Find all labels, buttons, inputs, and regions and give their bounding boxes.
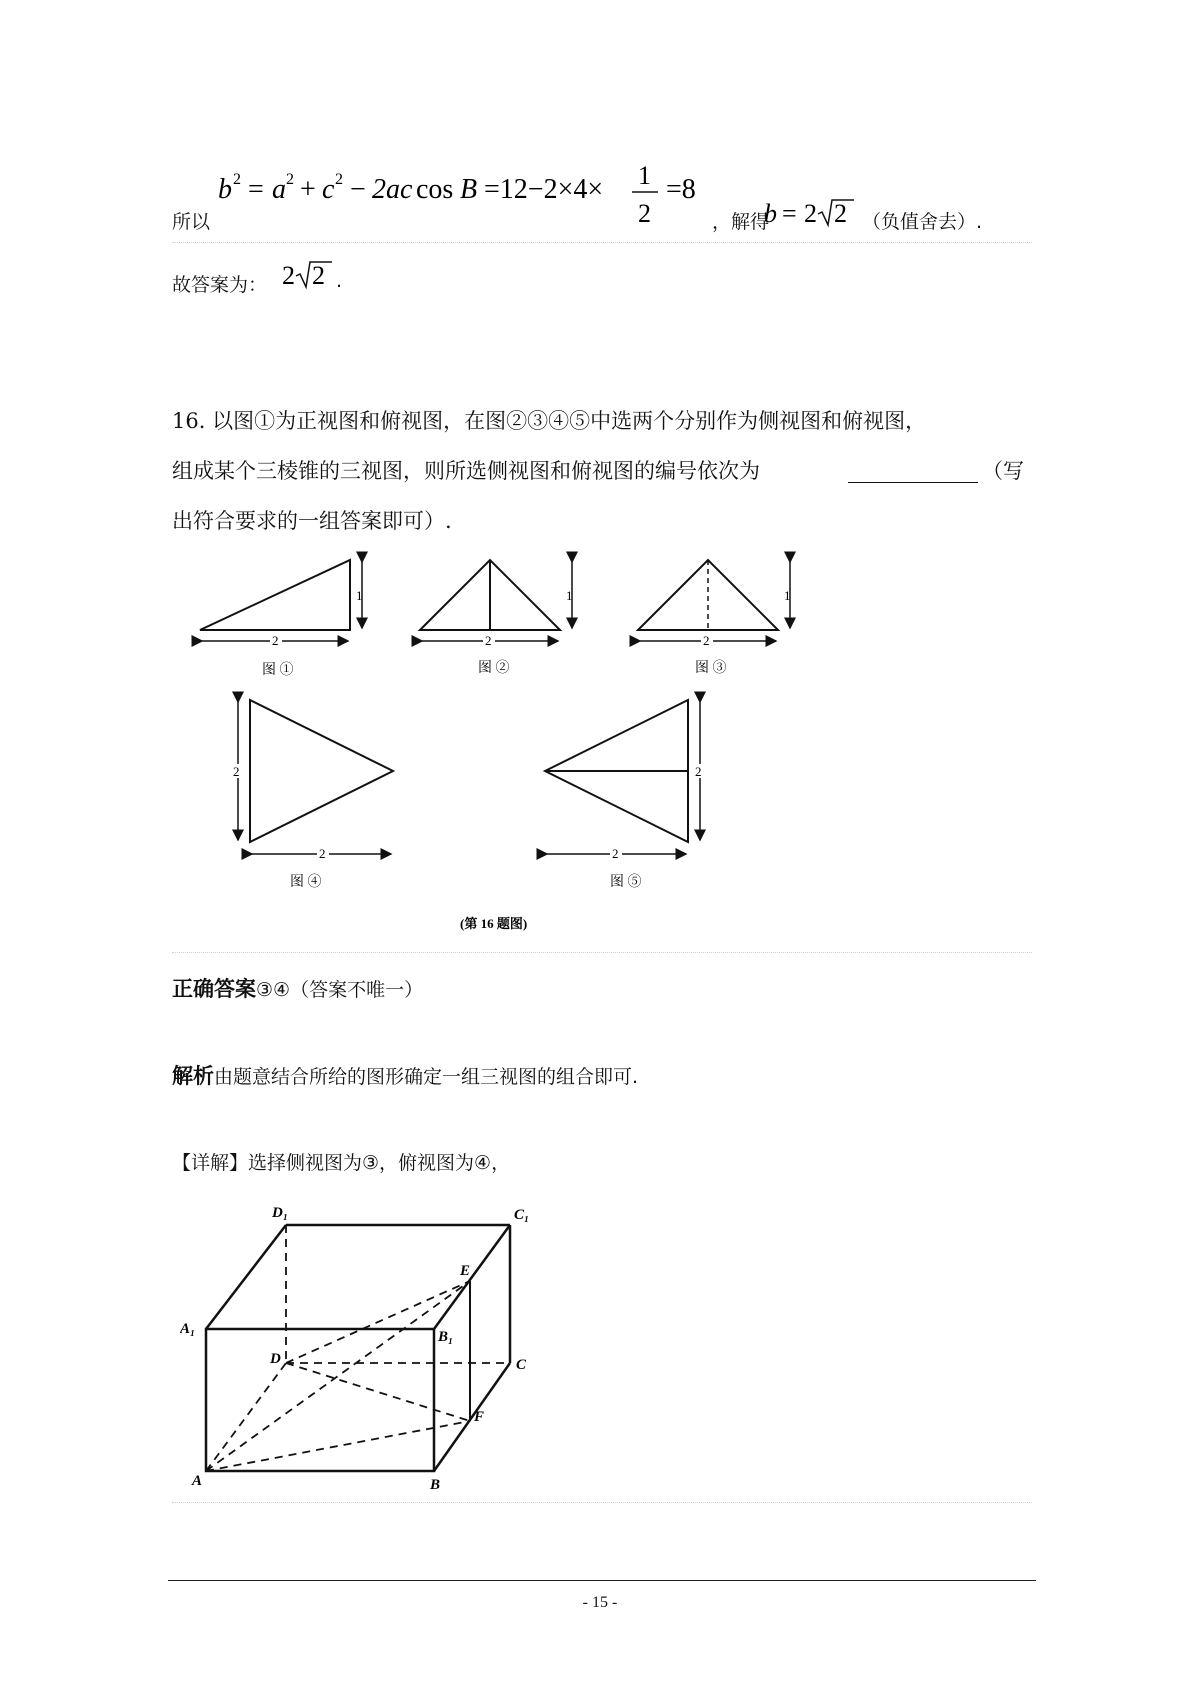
svg-text:=: = (782, 199, 797, 228)
question-line-2: 组成某个三棱锥的三视图，则所选侧视图和俯视图的编号依次为 (172, 459, 760, 483)
answer-heading: 正确答案 (172, 977, 256, 1001)
frac-num: 1 (638, 162, 651, 190)
question-line-3: 出符合要求的一组答案即可）. (172, 509, 452, 533)
answer-prefix: 故答案为： (172, 274, 268, 296)
fig4-label: 图 ④ (290, 875, 322, 890)
answer-blank (848, 482, 978, 483)
cuboid-figure (180, 1195, 560, 1495)
fig2-dim-height: 1 (566, 588, 573, 603)
label-e: E (460, 1263, 471, 1279)
detail-text: 【详解】选择侧视图为③，俯视图为④， (172, 1152, 511, 1174)
figures-svg (190, 550, 830, 935)
label-b: B (430, 1477, 441, 1493)
fig4-dim-width: 2 (319, 846, 326, 861)
equation-graphic (218, 162, 718, 232)
label-a: A (192, 1473, 203, 1489)
fig4-triangle (250, 700, 393, 842)
fig5-label: 图 ⑤ (610, 875, 642, 890)
question-line-2-end: （写 (982, 459, 1024, 483)
fig4-dim-height: 2 (233, 764, 240, 779)
svg-text:2: 2 (233, 171, 241, 188)
label-d: D (270, 1351, 281, 1367)
svg-text:b: b (218, 174, 232, 205)
page-number: - 15 - (582, 1594, 618, 1611)
fig3-dim-width: 2 (703, 633, 710, 648)
fig1-dim-height: 1 (356, 588, 363, 603)
fig5-dim-width: 2 (612, 846, 619, 861)
label-b1: B₁ (438, 1329, 454, 1345)
svg-text:2: 2 (282, 261, 295, 290)
svg-text:2: 2 (834, 199, 847, 228)
analysis-block (172, 1060, 638, 1090)
label-c: C (516, 1357, 527, 1373)
question-line-1: 16. 以图①为正视图和俯视图，在图②③④⑤中选两个分别作为侧视图和俯视图， (172, 409, 927, 433)
svg-text:c: c (322, 174, 335, 205)
fig1-triangle (200, 560, 350, 630)
b-result (764, 196, 864, 234)
prior-prefix: 所以 (172, 211, 211, 233)
answer-block (172, 973, 423, 1003)
svg-text:2ac: 2ac (372, 174, 413, 205)
fig2-label: 图 ② (478, 661, 510, 676)
svg-text:cos: cos (416, 174, 454, 205)
svg-text:b: b (764, 199, 777, 228)
footer-rule (168, 1580, 1036, 1581)
neg-discard-note: （负值舍去）. (862, 211, 983, 233)
frac-den: 2 (638, 199, 651, 228)
svg-text:+: + (300, 174, 316, 205)
label-f: F (474, 1409, 485, 1425)
label-a1: A₁ (180, 1321, 196, 1337)
svg-text:2: 2 (286, 171, 294, 188)
fig3-label: 图 ③ (695, 661, 727, 676)
answer-suffix: . (336, 270, 343, 292)
analysis-text: 由题意结合所给的图形确定一组三视图的组合即可. (214, 1066, 639, 1088)
svg-text:=8: =8 (666, 174, 696, 205)
label-d1: D₁ (272, 1205, 289, 1221)
law-of-cosines-equation (218, 162, 718, 232)
three-view-figures (190, 550, 830, 935)
svg-text:a: a (272, 174, 286, 205)
divider (172, 952, 1032, 953)
cuboid-svg (180, 1195, 560, 1495)
svg-text:2: 2 (312, 261, 325, 290)
figures-caption: (第 16 题图) (460, 916, 528, 931)
svg-text:=12−2×4×: =12−2×4× (484, 174, 604, 205)
fig2-dim-width: 2 (485, 633, 492, 648)
fig1-label: 图 ① (262, 663, 294, 678)
divider (172, 242, 1032, 243)
label-c1: C₁ (514, 1207, 530, 1223)
solve-text: ，解得 (712, 211, 770, 233)
analysis-heading: 解析 (172, 1064, 214, 1088)
divider (172, 1502, 1032, 1503)
svg-text:−: − (350, 174, 366, 205)
svg-text:B: B (460, 174, 478, 205)
fig1-dim-width: 2 (272, 633, 279, 648)
fig5-dim-height: 2 (695, 764, 702, 779)
svg-text:2: 2 (804, 199, 817, 228)
svg-text:2: 2 (335, 171, 343, 188)
fig3-dim-height: 1 (784, 588, 791, 603)
svg-text:=: = (248, 174, 264, 205)
answer-text: ③④（答案不唯一） (256, 979, 424, 1001)
